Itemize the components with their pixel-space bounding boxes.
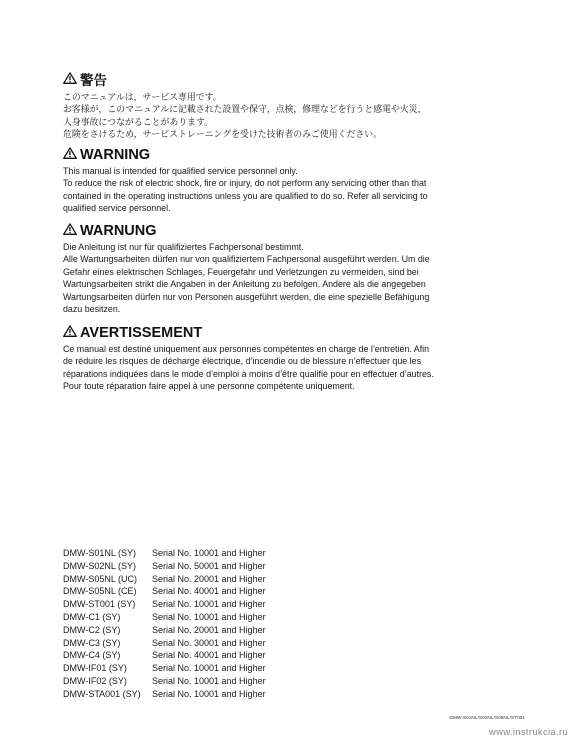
serial-row: [63, 573, 266, 586]
model-number: DMW-S02NL (SY): [63, 560, 137, 571]
warning-triangle-icon: [63, 325, 80, 341]
body-line: qualified service personnel.: [63, 203, 171, 214]
section-heading: [63, 325, 513, 341]
section-heading-text: AVERTISSEMENT: [80, 325, 203, 341]
model-number: DMW-S05NL (CE): [63, 586, 137, 597]
section-heading-text: WARNING: [80, 147, 151, 163]
model-number: DMW-STA001 (SY): [63, 688, 141, 699]
serial-row: [63, 662, 266, 675]
serial-row: [63, 547, 266, 560]
warning-section-french: [63, 325, 513, 393]
body-line: Ce manual est destiné uniquement aux personnes compétentes en charge de l’entretien. Afin: [63, 344, 430, 354]
serial-range: Serial No. 10001 and Higher: [152, 688, 266, 699]
body-line: réparations indiquées dans le mode d’emploi à moins d’être qualifié pour en effectuer d’autres.: [63, 368, 434, 379]
serial-range: Serial No. 50001 and Higher: [152, 560, 266, 571]
serial-range: Serial No. 40001 and Higher: [152, 586, 266, 597]
section-heading: [63, 69, 513, 89]
serial-range: Serial No. 10001 and Higher: [152, 599, 266, 610]
serial-row: [63, 624, 266, 637]
model-number: DMW-ST001 (SY): [63, 599, 136, 610]
warning-triangle-icon: [63, 72, 80, 87]
body-line: Die Anleitung ist nur für qualifiziertes Fachpersonal bestimmt.: [63, 242, 304, 252]
serial-row: [63, 688, 266, 701]
serial-row: [63, 585, 266, 598]
body-line: Wartungsarbeiten strikt die Angaben in der Anleitung zu befolgen. Andere als die angegeben: [63, 279, 426, 290]
section-body: [63, 241, 513, 315]
serial-range: Serial No. 20001 and Higher: [152, 573, 266, 584]
serial-range: Serial No. 10001 and Higher: [152, 611, 266, 622]
body-line: Wartungsarbeiten dürfen nur von Personen ausgeführt werden, die eine spezielle Befähigung: [63, 291, 430, 302]
body-line: 人身事故につながることがあります。: [63, 116, 213, 127]
body-line: お客様が，このマニュアルに記載された設置や保守，点検，修理などを行うと感電や火災，: [63, 104, 427, 115]
serial-range: Serial No. 10001 and Higher: [152, 548, 266, 558]
section-heading-text: 警告: [80, 73, 107, 88]
section-body: [63, 165, 513, 215]
model-number: DMW-S05NL (UC): [63, 573, 138, 584]
serial-row: [63, 598, 266, 611]
body-line: Gefahr eines elektrischen Schlages, Feuergefahr und Verletzungen zu vermeiden, sind bei: [63, 266, 419, 277]
serial-row: [63, 611, 266, 624]
warning-section-japanese: [63, 69, 513, 141]
serial-row: [63, 560, 266, 573]
serial-row: [63, 637, 266, 650]
serial-range: Serial No. 10001 and Higher: [152, 663, 266, 674]
section-heading-text: WARNUNG: [80, 223, 157, 239]
serial-range: Serial No. 10001 and Higher: [152, 675, 266, 686]
model-code-footer: DMW-S01NL/S02NL/S05NL/ST001: [449, 716, 525, 721]
model-number: DMW-C3 (SY): [63, 637, 121, 648]
body-line: dazu besitzen.: [63, 304, 121, 315]
model-number: DMW-C1 (SY): [63, 611, 121, 622]
body-line: de réduire les risques de décharge électrique, d’incendie ou de blessure n’effectuer que les: [63, 356, 422, 367]
warning-triangle-icon: [63, 147, 80, 163]
body-line: This manual is intended for qualified service personnel only.: [63, 166, 298, 176]
serial-row: [63, 649, 266, 662]
body-line: このマニュアルは，サービス専用です。: [63, 92, 222, 102]
body-line: Alle Wartungsarbeiten dürfen nur von qualifiziertem Fachpersonal ausgeführt werden. Um die: [63, 254, 430, 265]
section-body: [63, 91, 513, 141]
section-heading: [63, 147, 513, 163]
serial-row: [63, 675, 266, 688]
warning-section-english: [63, 147, 513, 215]
model-number: DMW-C4 (SY): [63, 650, 121, 661]
body-line: Pour toute réparation faire appel à une personne compétente uniquement.: [63, 381, 355, 392]
body-line: 危険をさけるため，サービストレーニングを受けた技術者のみご使用ください。: [63, 129, 382, 140]
serial-number-list: [63, 547, 266, 701]
model-number: DMW-IF02 (SY): [63, 675, 127, 686]
watermark-text: www.instrukcia.ru: [488, 727, 568, 738]
section-body: [63, 343, 513, 393]
model-number: DMW-C2 (SY): [63, 624, 121, 635]
serial-range: Serial No. 20001 and Higher: [152, 624, 266, 635]
warning-triangle-icon: [63, 223, 80, 239]
warning-section-german: [63, 223, 513, 315]
serial-range: Serial No. 30001 and Higher: [152, 637, 266, 648]
body-line: contained in the operating instructions unless you are qualified to do so. Refer all servicing to: [63, 190, 428, 201]
model-number: DMW-S01NL (SY): [63, 548, 137, 558]
body-line: To reduce the risk of electric shock, fire or injury, do not perform any servicing other than that: [63, 178, 427, 189]
model-number: DMW-IF01 (SY): [63, 663, 127, 674]
section-heading: [63, 223, 513, 239]
serial-range: Serial No. 40001 and Higher: [152, 650, 266, 661]
